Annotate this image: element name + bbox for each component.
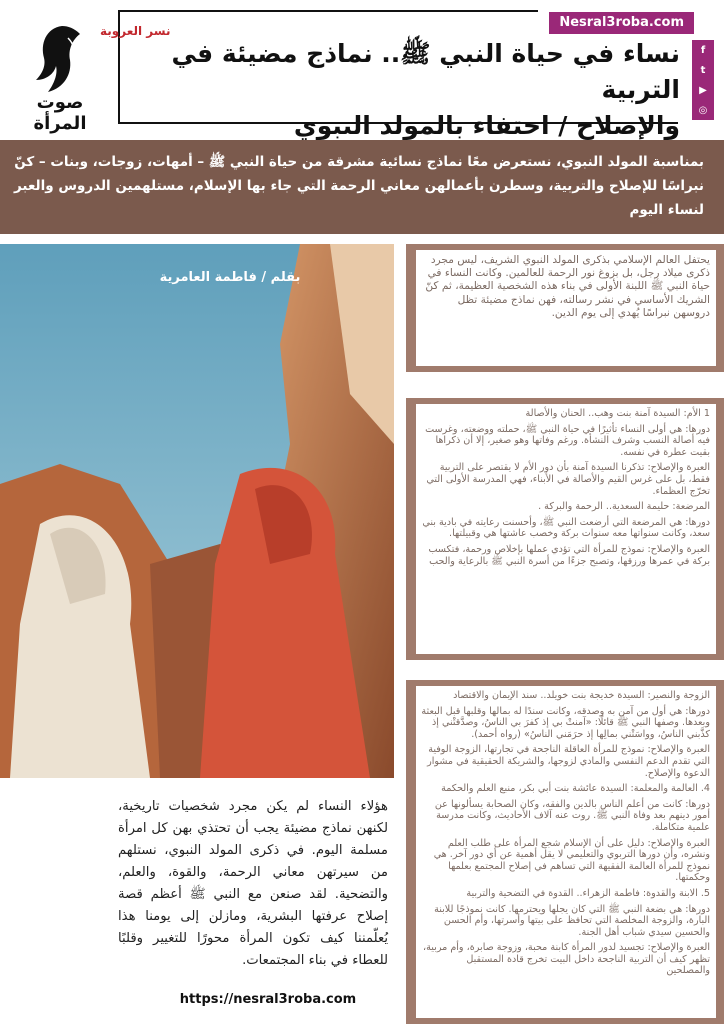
box3-para: دورها: كانت من أعلم الناس بالدين والفقه، وكان الصحابة يسألونها عن أمور دينهم بعد وفاة النبي ﷺ. روت عنه آلاف الأحاديث، وكانت مدرسة علمية متكاملة. [434,798,710,833]
box2-para: العبرة والإصلاح: نموذج للمرأة التي تؤدي عملها بإخلاص ورحمة، فتكسب بركة في عمرها ورزقها، وتصبح جزءًا من أسرة النبي ﷺ بالرعاية والحب [428,543,710,567]
wives-daughters-box [406,680,724,1024]
title-line-2: والإصلاح / احتفاء بالمولد النبوي [293,111,680,140]
site-badge[interactable]: Nesral3roba.com [549,12,694,34]
box2-para: دورها: هي المرضعة التي أرضعت النبي ﷺ، وأحسنت رعايته في بادية بني سعد، وكانت سنواتها معه سنوات بركة وخصب عاشتها هي وقبيلتها. [422,516,710,540]
box3-para: 5. الابنة والقدوة: فاطمة الزهراء.. القدوة في التضحية والتربية [466,887,710,899]
box3-para: 4. العالمة والمعلمة: السيدة عائشة بنت أبي بكر، منبع العلم والحكمة [441,783,710,795]
box3-para: العبرة والإصلاح: نموذج للمرأة العاقلة الناجحة في تجارتها، الزوجة الوفية التي تقدم الدعم النفسي والمادي لزوجها، والشريكة الحقيقية في مشوار الدعوة والإصلاح. [427,744,710,779]
box3-para: دورها: هي أول من آمن به وصدقه، وكانت سندًا له بمالها وقلبها قبل البعثة وبعدها. وصفها النبي ﷺ قائلًا: «آمنتْ بي إذ كفرَ بي الناسُ، وصدَّقتْني إذ كذَّبني الناسُ، وواسَتْني بمالِها إذ حرَمَني الناسُ» (رواه أحمد). [421,705,710,740]
title-line-1: نساء في حياة النبي ﷺ.. نماذج مضيئة في التربية [171,39,680,104]
twitter-icon[interactable]: t [700,64,706,76]
intro-box-text: يحتفل العالم الإسلامي بذكرى المولد النبوي الشريف، ليس مجرد ذكرى ميلاد رجل، بل بزوغ نور الرحمة للعالمين. وكانت النساء في حياة النبي ﷺ اللبنة الأولى في بناء هذه الشخصية العظيمة، ثم كنّ الشريك الأساسي في نشر رسالته، فهن نماذج مضيئة تظل دروسهن نبراسًا يُهدي إلى يوم الدين. [425,254,710,319]
intro-text: بمناسبة المولد النبوي، نستعرض معًا نماذج نسائية مشرقة من حياة النبي ﷺ – أمهات، زوجات، وبنات – كنّ نبراسًا للإصلاح والتربية، وسطرن بأعمالهن معاني الرحمة التي جاء بها الإسلام، مستلهمين الدروس والعبر لنساء اليوم [14,154,704,218]
byline: بقلم / فاطمة العامرية [159,270,301,285]
youtube-icon[interactable]: ▶ [699,84,707,96]
newspaper-logo: نسر العروبة [100,24,171,38]
box2-para: المرضعة: حليمة السعدية.. الرحمة والبركة . [538,501,710,513]
article-photo [0,244,394,778]
facebook-icon[interactable]: f [700,44,706,56]
header-border-top [118,10,538,12]
mothers-box [406,398,724,660]
intro-band [0,140,724,234]
page-title [120,36,680,144]
box2-para: العبرة والإصلاح: تذكرنا السيدة آمنة بأن دور الأم لا يقتصر على التربية فقط، بل على غرس القيم والأصالة في الأبناء، فهي المدرسة الأولى التي تخرّج العظماء. [426,462,710,497]
box3-para: دورها: هي بضعة النبي ﷺ التي كان يجلها ويحترمها. كانت نموذجًا للابنة البارة، والزوجة المخلصة التي تحافظ على بيتها وأسرتها، وأم الحسن والحسين سيدي شباب أهل الجنة. [434,903,710,938]
intro-box [406,244,724,372]
site-url-link[interactable]: https://nesral3roba.com [179,992,357,1007]
box3-para: الزوجة والنصير: السيدة خديجة بنت خويلد.. سند الإيمان والاقتصاد [453,690,710,701]
box2-para: دورها: هي أولى النساء تأثيرًا في حياة النبي ﷺ، حملته ووضعته، وغرست فيه أصالة النسب وشرف النشأة. ورغم وفاتها وهو صغير، إلا أن ذكراها بقيت عطرة في نفسه. [425,423,710,458]
social-bar [692,40,714,120]
box2-para: 1 الأم: السيدة آمنة بنت وهب.. الحنان والأصالة [525,408,710,419]
box3-para: العبرة والإصلاح: دليل على أن الإسلام شجع المرأة على طلب العلم ونشره، وأن دورها التربوي والتعليمي لا يقل أهمية عن أي دور آخر. هي نموذج للمرأة العالمة الفقيهة التي تساهم في إصلاح المجتمع بعلمها وحكمتها. [433,837,710,884]
logo-text: صوت المرأة [33,92,87,134]
closing-paragraph: هؤلاء النساء لم يكن مجرد شخصيات تاريخية، لكنهن نماذج مضيئة يجب أن تحتذي بهن كل امرأة مسلمة اليوم. في ذكرى المولد النبوي، نستلهم من سيرتهن معاني الرحمة، والقوة، والعلم، والتضحية. لقد صنعن مع النبي ﷺ أعظم قصة إصلاح عرفتها البشرية، ومازلن إلى يومنا هذا يُعلّمننا كيف تكون المرأة محورًا للتغيير وقلبًا للعطاء في بناء المجتمعات. [118,799,388,968]
box3-para: العبرة والإصلاح: تجسيد لدور المرأة كابنة محبة، وزوجة صابرة، وأم مربية، تظهر كيف أن التربية الناجحة داخل البيت تخرج قادة المستقبل والمصلحين [423,942,710,977]
page-header [0,0,724,140]
instagram-icon[interactable]: ◎ [698,104,708,116]
